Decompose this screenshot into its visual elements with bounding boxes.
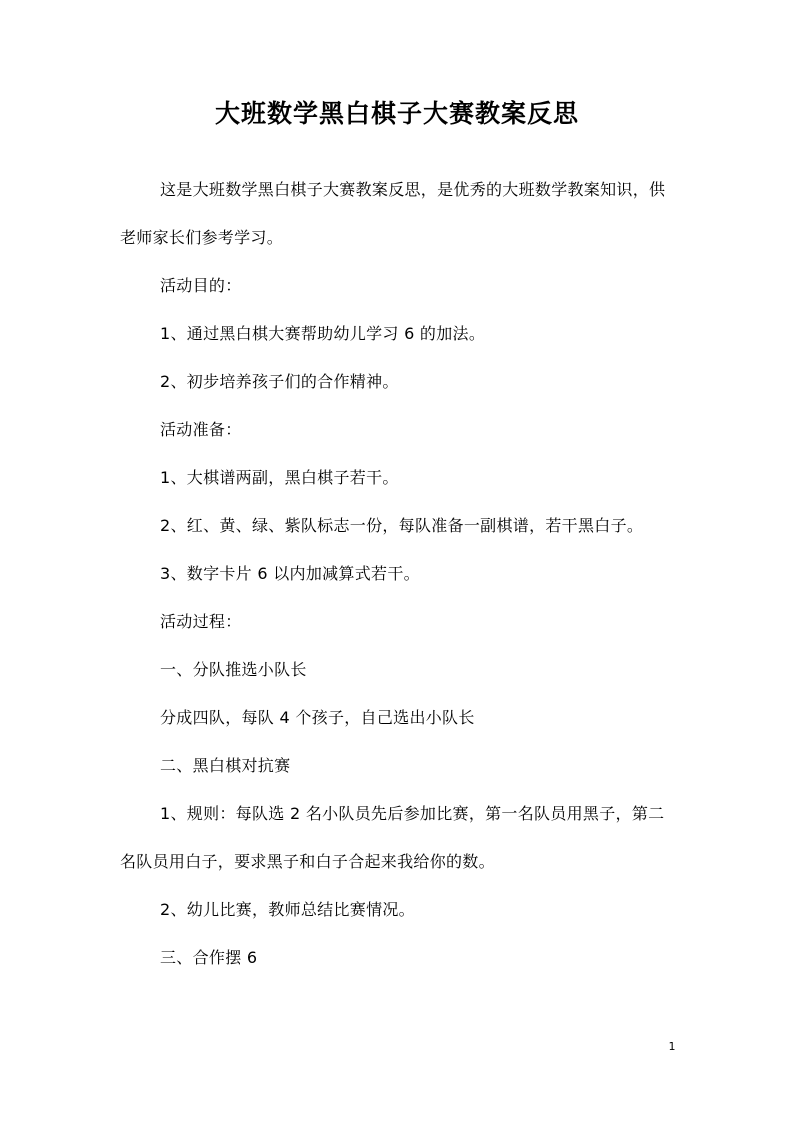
process-step-text: 分成四队，每队 4 个孩子，自己选出小队长 xyxy=(160,708,475,727)
document-title: 大班数学黑白棋子大赛教案反思 xyxy=(214,99,579,128)
process-step-heading: 三、合作摆 6 xyxy=(160,948,258,967)
goal-item: 2、初步培养孩子们的合作精神。 xyxy=(160,372,399,391)
goal-item: 1、通过黑白棋大赛帮助幼儿学习 6 的加法。 xyxy=(160,324,486,343)
heading-activity-goals: 活动目的： xyxy=(160,276,242,295)
preparation-item: 3、数字卡片 6 以内加减算式若干。 xyxy=(160,564,420,583)
heading-activity-preparation: 活动准备： xyxy=(160,420,242,439)
process-step-text: 1、规则：每队选 2 名小队员先后参加比赛，第一名队员用黑子，第二名队员用白子，要求黑子和白子合起来我给你的数。 xyxy=(120,804,665,871)
process-step-heading: 一、分队推选小队长 xyxy=(160,660,307,679)
process-step-heading: 二、黑白棋对抗赛 xyxy=(160,756,291,775)
process-step-text: 2、幼儿比赛，教师总结比赛情况。 xyxy=(160,900,415,919)
paragraph-intro: 这是大班数学黑白棋子大赛教案反思，是优秀的大班数学教案知识，供老师家长们参考学习。 xyxy=(120,180,666,247)
heading-activity-process: 活动过程： xyxy=(160,612,242,631)
document-body xyxy=(120,166,680,982)
page-number: 1 xyxy=(668,1040,676,1053)
preparation-item: 2、红、黄、绿、紫队标志一份，每队准备一副棋谱，若干黑白子。 xyxy=(160,516,644,535)
preparation-item: 1、大棋谱两副，黑白棋子若干。 xyxy=(160,468,399,487)
